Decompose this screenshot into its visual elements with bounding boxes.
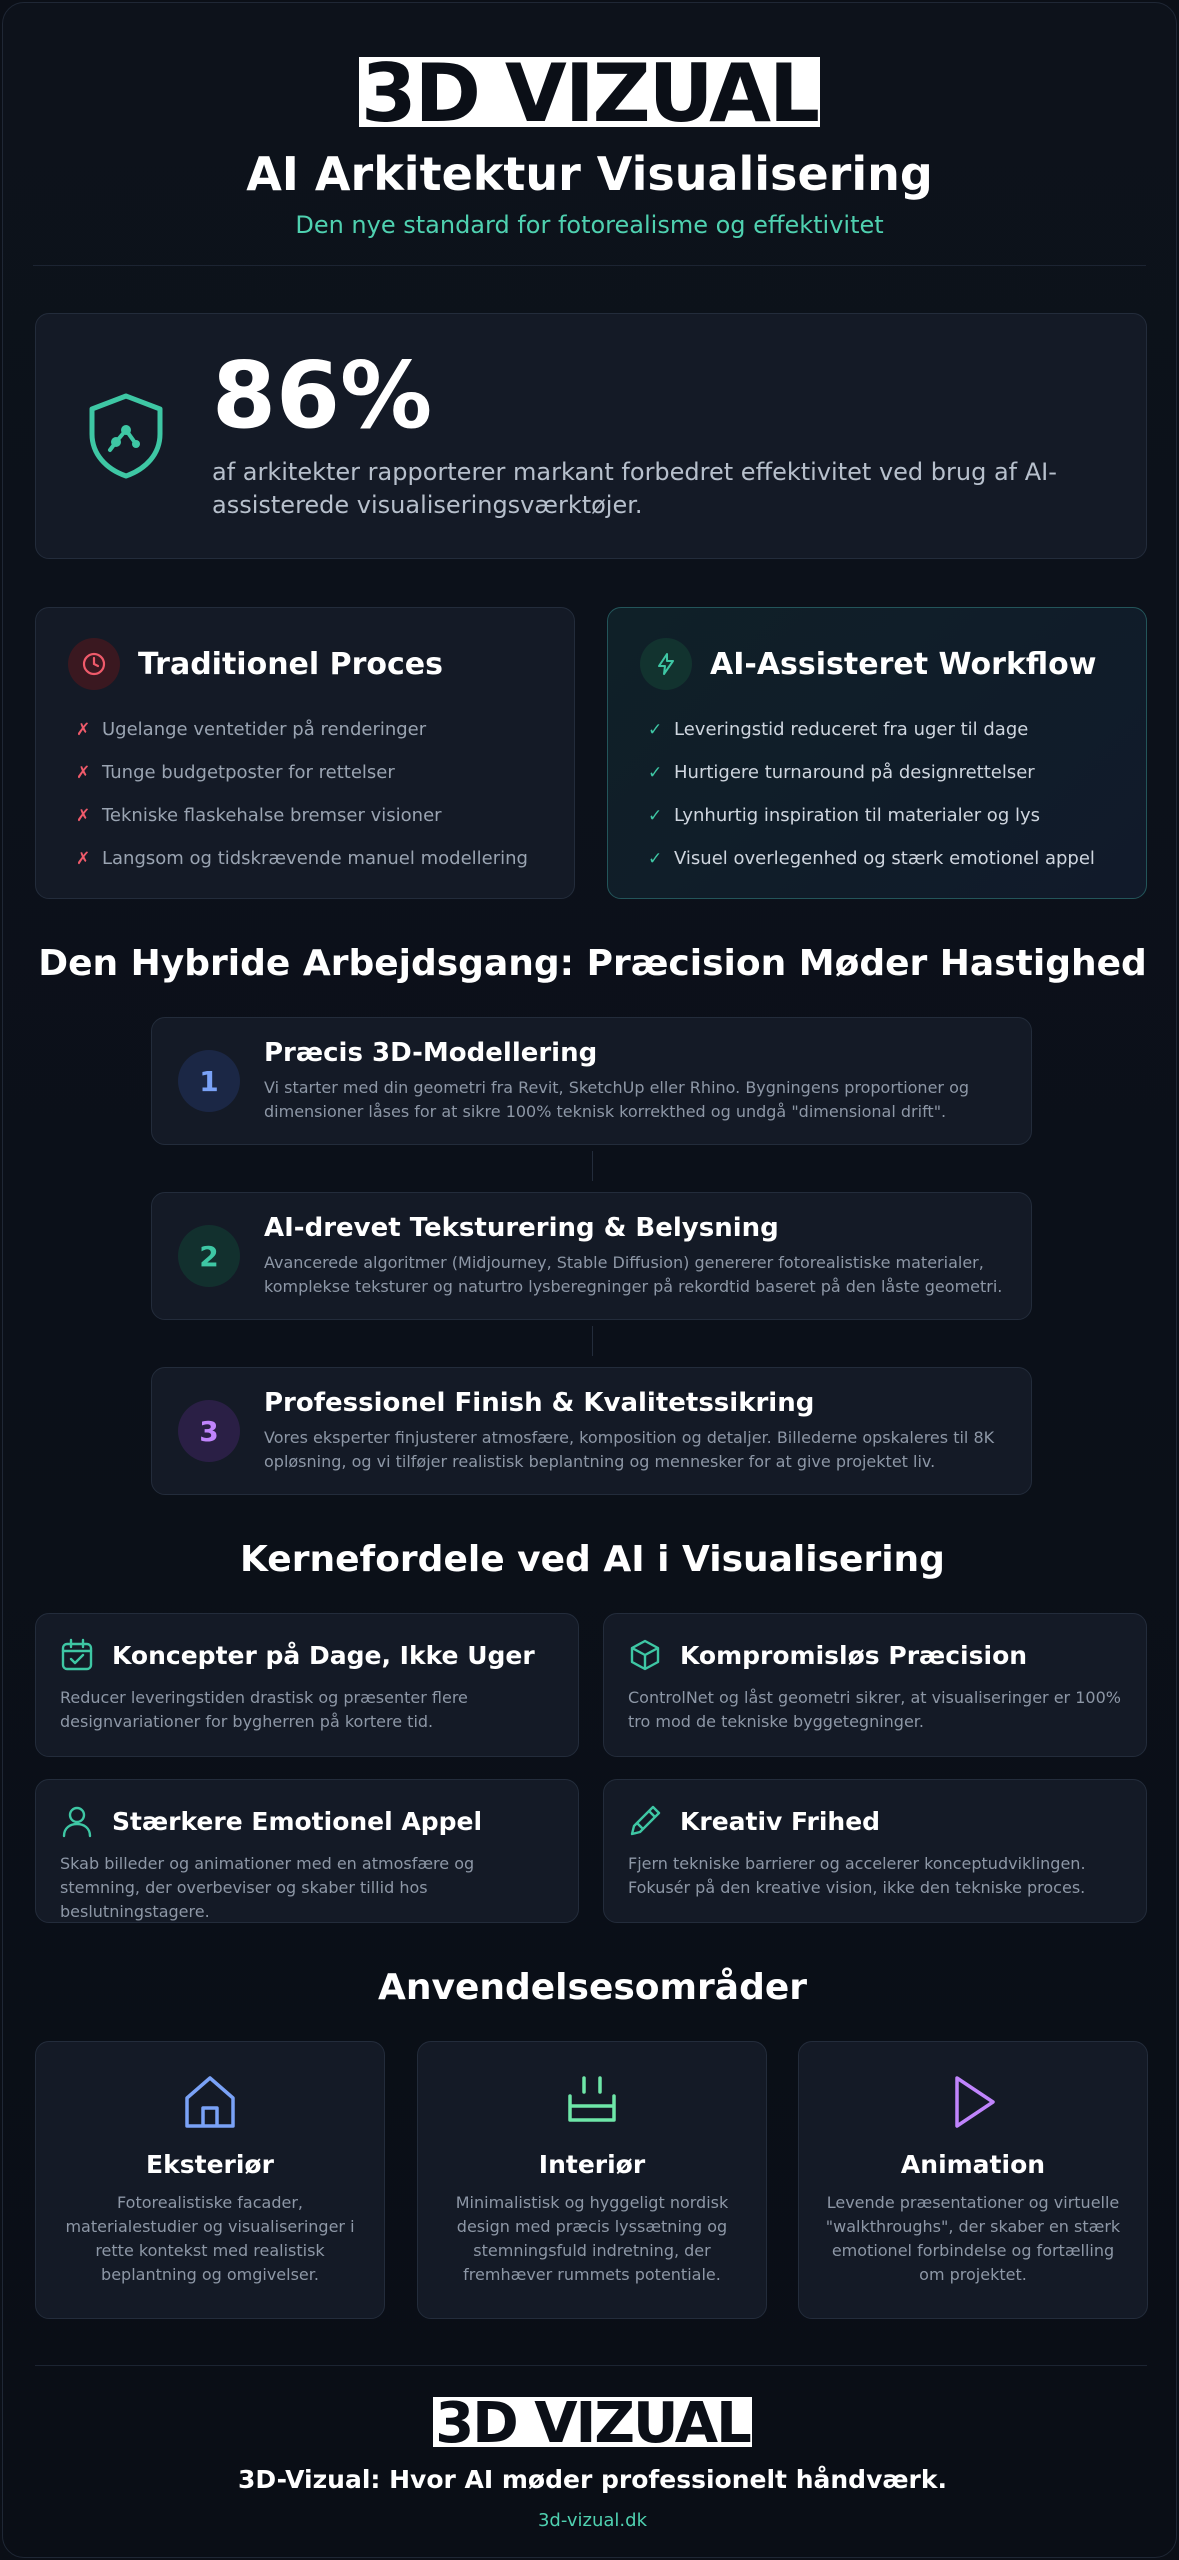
list-item-text: Tunge budgetposter for rettelser	[102, 762, 395, 783]
step-number-badge: 3	[178, 1400, 240, 1462]
list-item	[68, 751, 542, 794]
benefit-card	[35, 1779, 579, 1923]
footer-logo: 3D VIZUAL	[435, 2397, 750, 2447]
use-case-card	[798, 2041, 1148, 2319]
cube-icon	[628, 1638, 662, 1672]
step-description: Avancerede algoritmer (Midjourney, Stable Diffusion) genererer fotorealistiske materialer, komplekse teksturer og naturtro lysberegninger på rekordtid baseret på den låste geometri.	[264, 1253, 1003, 1296]
use-case-description: Minimalistisk og hyggeligt nordisk design med præcis lyssætning og stemningsfuld indretning, der fremhæver rummets potentiale.	[455, 2193, 729, 2284]
list-item	[640, 751, 1114, 794]
play-icon	[945, 2072, 1001, 2132]
list-item	[640, 794, 1114, 837]
list-item	[68, 708, 542, 751]
check-icon: ✓	[648, 848, 663, 869]
check-icon: ✓	[648, 805, 663, 826]
benefit-description: Fjern tekniske barrierer og accelerer konceptudviklingen. Fokusér på den kreative vision, ikke den tekniske proces.	[628, 1854, 1086, 1897]
benefit-card	[35, 1613, 579, 1757]
cross-icon: ✗	[76, 848, 91, 869]
use-case-card	[417, 2041, 767, 2319]
use-case-description: Levende præsentationer og virtuelle "walkthroughs", der skaber en stærk emotionel forbindelse og fortælling om projektet.	[825, 2193, 1121, 2284]
step-title: AI-drevet Teksturering & Belysning	[264, 1213, 779, 1243]
use-case-description: Fotorealistiske facader, materialestudier og visualiseringer i rette kontekst med realistisk beplantning og omgivelser.	[65, 2193, 355, 2284]
workflow-step-2	[151, 1192, 1032, 1320]
step-title: Præcis 3D-Modellering	[264, 1038, 598, 1068]
use-case-title: Interiør	[538, 2150, 646, 2179]
ai-workflow-header	[640, 638, 1114, 690]
footer	[3, 2397, 1177, 2531]
list-item-text: Ugelange ventetider på renderinger	[102, 719, 427, 740]
list-item-text: Tekniske flaskehalse bremser visioner	[102, 805, 442, 826]
lightning-icon	[640, 638, 692, 690]
benefits-heading: Kernefordele ved AI i Visualisering	[240, 1539, 945, 1580]
stat-content	[212, 342, 1072, 522]
list-item-text: Visuel overlegenhed og stærk emotionel appel	[674, 848, 1095, 869]
benefit-header	[628, 1804, 1122, 1838]
workflow-step-3	[151, 1367, 1032, 1495]
list-item-text: Langsom og tidskrævende manuel modellering	[102, 848, 528, 869]
traditional-process-header	[68, 638, 542, 690]
stat-value: 86%	[212, 342, 433, 449]
benefit-header	[60, 1638, 554, 1672]
list-item-text: Leveringstid reduceret fra uger til dage	[674, 719, 1029, 740]
step-number-badge: 1	[178, 1050, 240, 1112]
use-case-title: Animation	[900, 2150, 1046, 2179]
benefit-description: Skab billeder og animationer med en atmosfære og stemning, der overbeviser og skaber tillid hos beslutningstagere.	[60, 1854, 475, 1921]
benefit-title: Stærkere Emotionel Appel	[112, 1806, 483, 1836]
step-number-badge: 2	[178, 1225, 240, 1287]
list-item-text: Hurtigere turnaround på designrettelser	[674, 762, 1035, 783]
list-item	[68, 837, 542, 880]
clock-icon	[68, 638, 120, 690]
footer-url-link[interactable]: 3d-vizual.dk	[537, 2510, 647, 2531]
footer-logo-wrap	[3, 2397, 1177, 2447]
step-connector	[592, 1326, 593, 1356]
footer-divider	[35, 2365, 1147, 2366]
step-title: Professionel Finish & Kvalitetssikring	[264, 1388, 815, 1418]
footer-tagline: 3D-Vizual: Hvor AI møder professionelt håndværk.	[237, 2465, 948, 2494]
ai-workflow-list	[640, 708, 1114, 880]
cross-icon: ✗	[76, 762, 91, 783]
ai-workflow-card	[607, 607, 1147, 899]
step-content	[264, 1388, 1031, 1474]
user-icon	[60, 1804, 94, 1838]
use-case-card	[35, 2041, 385, 2319]
list-item-text: Lynhurtig inspiration til materialer og lys	[674, 805, 1041, 826]
benefit-title: Kreativ Frihed	[680, 1806, 881, 1836]
use-case-title: Eksteriør	[146, 2150, 274, 2179]
cross-icon: ✗	[76, 719, 91, 740]
list-item	[68, 794, 542, 837]
stat-description: af arkitekter rapporterer markant forbedret effektivitet ved brug af AI-assisterede visualiseringsværktøjer.	[212, 458, 1057, 519]
step-connector	[592, 1151, 593, 1181]
step-content	[264, 1213, 1031, 1299]
check-icon: ✓	[648, 719, 663, 740]
benefit-description: Reducer leveringstiden drastisk og præsenter flere designvariationer for bygherren på kortere tid.	[60, 1688, 468, 1731]
step-description: Vores eksperter finjusterer atmosfære, komposition og detaljer. Billederne opskaleres til 8K opløsning, og vi tilføjer realistisk beplantning og mennesker for at give projektet liv.	[264, 1428, 995, 1471]
list-item	[640, 837, 1114, 880]
header-logo-wrap	[3, 3, 1176, 127]
page-frame	[2, 2, 1177, 2558]
list-item	[640, 708, 1114, 751]
step-description: Vi starter med din geometri fra Revit, SketchUp eller Rhino. Bygningens proportioner og dimensioner låses for at sikre 100% teknisk korrekthed og undgå "dimensional drift".	[264, 1078, 970, 1121]
stat-card	[35, 313, 1147, 559]
calendar-icon	[60, 1638, 94, 1672]
sofa-icon	[564, 2072, 620, 2132]
benefit-header	[628, 1638, 1122, 1672]
benefit-title: Koncepter på Dage, Ikke Uger	[112, 1640, 535, 1670]
page-subtitle: Den nye standard for fotorealisme og effektivitet	[295, 211, 884, 239]
benefit-header	[60, 1804, 554, 1838]
shield-icon	[86, 392, 166, 480]
benefit-description: ControlNet og låst geometri sikrer, at visualiseringer er 100% tro mod de tekniske byggetegninger.	[628, 1688, 1121, 1731]
cross-icon: ✗	[76, 805, 91, 826]
workflow-heading: Den Hybride Arbejdsgang: Præcision Møder Hastighed	[38, 943, 1147, 984]
house-icon	[182, 2072, 238, 2132]
step-content	[264, 1038, 1031, 1124]
page-title: AI Arkitektur Visualisering	[246, 147, 933, 201]
check-icon: ✓	[648, 762, 663, 783]
header-divider	[33, 265, 1146, 266]
pen-tool-icon	[628, 1804, 662, 1838]
workflow-step-1	[151, 1017, 1032, 1145]
ai-workflow-title: AI-Assisteret Workflow	[710, 646, 1097, 682]
brand-logo: 3D VIZUAL	[361, 57, 818, 127]
benefit-title: Kompromisløs Præcision	[680, 1640, 1028, 1670]
traditional-process-list	[68, 708, 542, 880]
use-cases-heading: Anvendelsesområder	[377, 1967, 808, 2008]
benefit-card	[603, 1779, 1147, 1923]
benefit-card	[603, 1613, 1147, 1757]
traditional-process-title: Traditionel Proces	[138, 646, 444, 682]
traditional-process-card	[35, 607, 575, 899]
